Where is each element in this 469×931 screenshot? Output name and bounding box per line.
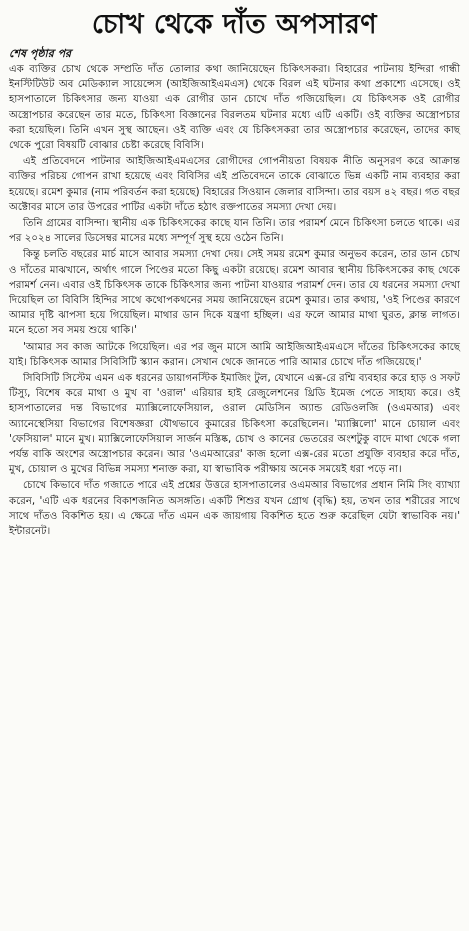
headline: চোখ থেকে দাঁত অপসারণ (91, 9, 378, 40)
paragraph-2: এই প্রতিবেদনে পাটনার আইজিআইএমএসের রোগীদের গোপনীয়তা বিষয়ক নীতি অনুসরণ করে আক্রান্ত ব্যক্তির পরিচয় গোপন রাখা হয়েছে এবং বিবিসির এই প্রতিবেদনে তাকে বোঝাতে ভিন্ন একটি নাম ব্যবহার করা হয়েছে। রমেশ কুমার (নাম পরিবর্তন করা হয়েছে) বিহারের সিওয়ান জেলার বাসিন্দা। তার বয়স ৪২ বছর। গত বছর অক্টোবর মাসে তার উপরের পাটির একটা দাঁতে হঠাৎ রক্তপাতের সমস্যা দেখা দেয়। (9, 156, 460, 213)
continued-from-label: শেষ পৃষ্ঠার পর (9, 47, 72, 60)
paragraph-1: এক ব্যক্তির চোখ থেকে সম্প্রতি দাঁত তোলার কথা জানিয়েছেন চিকিৎসকরা। বিহারের পাটনায় ইন্দিরা গান্ধী ইনস্টিটিউট অব মেডিক্যাল সায়েন্সেস (আইজিআইএমএস) থেকে বিরল এই ঘটনার কথা প্রকাশ্যে এসেছে। ওই হাসপাতালে চিকিৎসার জন্য যাওয়া এক রোগীর ডান চোখে দাঁত গজিয়েছিল। যে চিকিৎসক ওই রোগীর অস্ত্রোপচার করেছেন তার মতে, চিকিৎসা বিজ্ঞানের বিরলতম ঘটনার মধ্যে এটি একটি। ওই ব্যক্তির অস্ত্রোপচার করা হয়েছিল। তিনি এখন সুস্থ আছেন। ওই ব্যক্তি এবং যে চিকিৎসকরা তার অস্ত্রোপচার করেছেন, তাদের কাছ থেকে পুরো বিষয়টি বোঝার চেষ্টা করেছে বিবিসি। (9, 64, 460, 152)
paragraph-3: তিনি গ্রামের বাসিন্দা। স্থানীয় এক চিকিৎসকের কাছে যান তিনি। তার পরামর্শ মেনে চিকিৎসা চলতে থাকে। এর পর ২০২৪ সালের ডিসেম্বর মাসের মধ্যে সম্পূর্ণ সুস্থ হয়ে ওঠেন তিনি। (9, 218, 460, 245)
paragraph-6: সিবিসিটি সিস্টেম এমন এক ধরনের ডায়াগনস্টিক ইমাজিং টুল, যেখানে এক্স-রে রশ্মি ব্যবহার করে হাড় ও সফট টিস্যু, বিশেষ করে মাথা ও মুখ বা 'ওরাল' এরিয়ার হাই রেজুলেশনের থ্রিডি ইমেজ পেতে সাহায্য করে। ওই হাসপাতালের দন্ত বিভাগের ম্যাক্সিলোফেসিয়াল, ওরাল মেডিসিন অ্যান্ড রেডিওলজি (ওএমআর) এবং অ্যানেস্থেসিয়া বিভাগের বিশেষজ্ঞরা যৌথভাবে কুমারের চিকিৎসা করেছিলেন। 'ম্যাক্সিলো' মানে চোয়াল এবং 'ফেসিয়াল' মানে মুখ। ম্যাক্সিলোফেসিয়াল সার্জন মস্তিষ্ক, চোখ ও কানের ভেতরের অংশটুকু বাদে মাথা থেকে গলা পর্যন্ত বাকি অংশের অস্ত্রোপচার করেন। আর 'ওএমআরের' কাজ হলো এক্স-রের মতো প্রযুক্তি ব্যবহার করে দাঁত, মুখ, চোয়াল ও মুখের বিভিন্ন সমস্যা শনাক্ত করা, যা স্বাভাবিক পরীক্ষায় অনেক সময়েই ধরা পড়ে না। (9, 373, 460, 476)
paragraph-4: কিন্তু চলতি বছরের মার্চ মাসে আবার সমস্যা দেখা দেয়। সেই সময় রমেশ কুমার অনুভব করেন, তার ডান চোখ ও দাঁতের মাঝখানে, অর্থাৎ গালে পিণ্ডের মতো কিছু একটা রয়েছে। রমেশ আবার স্থানীয় চিকিৎসকের কাছ থেকে পরামর্শ নেন। এবার ওই চিকিৎসক তাকে চিকিৎসার জন্য পাটনা যাওয়ার পরামর্শ দেন। তার যে ধরনের সমস্যা দেখা দিয়েছিল তা বিবিসি হিন্দির সাথে কথোপকথনের সময় জানিয়েছেন রমেশ কুমার। তার কথায়, 'ওই পিণ্ডের কারণে আমার দৃষ্টি ঝাপসা হয়ে গিয়েছিল। মাথার ডান দিকে যন্ত্রণা হচ্ছিল। এর ফলে আমার মাথা ঘুরত, ক্লান্ত লাগত। মনে হতো সব সময় শুয়ে থাকি।' (9, 249, 460, 337)
article-body (9, 62, 460, 539)
paragraph-5: 'আমার সব কাজ আটকে গিয়েছিল। এর পর জুন মাসে আমি আইজিআইএমএসে দাঁতের চিকিৎসকের কাছে যাই। চিকিৎসক আমার সিবিসিটি স্ক্যান করান। সেখান থেকে জানতে পারি আমার চোখে দাঁত গজিয়েছে।' (9, 341, 460, 368)
paragraph-7: চোখে কিভাবে দাঁত গজাতে পারে এই প্রশ্নের উত্তরে হাসপাতালের ওএমআর বিভাগের প্রধান নিমি সিং ব্যাখ্যা করেন, 'এটি এক ধরনের বিকাশজনিত অসঙ্গতি। একটি শিশুর যখন গ্রোথ (বৃদ্ধি) হয়, তখন তার শরীরের সাথে সাথে দাঁতও বিকশিত হয়। এ ক্ষেত্রে দাঁত এমন এক জায়গায় বিকশিত হতে শুরু করেছিল যেটা স্বাভাবিক নয়।' ইন্টারনেট। (9, 480, 460, 538)
